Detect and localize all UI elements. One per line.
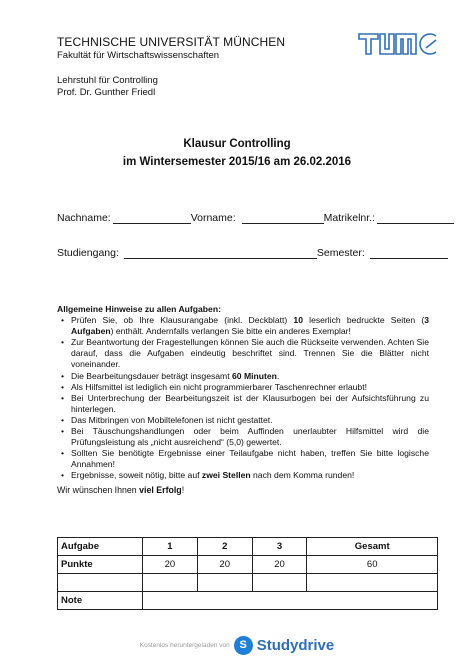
table-cell: 20	[143, 556, 198, 574]
table-row	[58, 592, 438, 610]
list-item: • Ergebnisse, soweit nötig, bitte auf zwei Stellen nach dem Komma runden!	[71, 470, 429, 481]
list-item: • Prüfen Sie, ob Ihre Klausurangabe (inkl. Deckblatt) 10 leserlich bedruckte Seiten (3 Aufgaben) enthält. Andernfalls verlangen Sie bitte ein anderes Exemplar!	[71, 315, 429, 337]
note-field[interactable]	[143, 592, 438, 610]
table-cell[interactable]	[143, 574, 198, 592]
list-item: • Die Bearbeitungsdauer beträgt insgesamt 60 Minuten.	[71, 371, 429, 382]
faculty-name: Fakultät für Wirtschaftswissenschaften	[57, 50, 220, 61]
table-row	[58, 574, 438, 592]
exam-subtitle: im Wintersemester 2015/16 am 26.02.2016	[122, 156, 352, 168]
table-cell[interactable]	[252, 574, 307, 592]
professor-name: Prof. Dr. Gunther Friedl	[57, 87, 156, 98]
download-note: Kostenlos heruntergeladen von	[139, 641, 230, 649]
university-name: TECHNISCHE UNIVERSITÄT MÜNCHEN	[57, 35, 286, 49]
list-item: • Bei Täuschungshandlungen oder beim Auffinden unerlaubter Hilfsmittel wird die Prüfungsleistung als „nicht ausreichend“ (5,0) gewertet.	[71, 426, 429, 448]
table-cell: 1	[143, 538, 198, 556]
table-cell[interactable]	[58, 574, 143, 592]
matrikelnr-field[interactable]	[377, 212, 454, 224]
table-cell: 3	[252, 538, 307, 556]
table-cell: 20	[197, 556, 252, 574]
table-cell: 60	[307, 556, 438, 574]
table-row	[58, 538, 438, 556]
list-item: • Bei Unterbrechung der Bearbeitungszeit ist der Klausurbogen bei der Aufsichtsführung zu hinterlegen.	[71, 393, 429, 415]
exam-title: Klausur Controlling	[183, 138, 291, 150]
chair-name: Lehrstuhl für Controlling	[57, 75, 158, 86]
studydrive-brand[interactable]: Studydrive	[256, 636, 335, 654]
score-table	[57, 537, 438, 610]
good-luck-message: Wir wünschen Ihnen viel Erfolg!	[57, 485, 185, 495]
list-item: • Sollten Sie benötigte Ergebnisse einer Teilaufgabe nicht haben, treffen Sie bitte logische Annahmen!	[71, 448, 429, 470]
semester-label: Semester:	[316, 247, 365, 259]
general-notes	[57, 304, 429, 482]
table-row	[58, 556, 438, 574]
name-row	[57, 212, 454, 224]
notes-heading: Allgemeine Hinweise zu allen Aufgaben:	[57, 304, 221, 314]
footer	[0, 633, 474, 657]
studiengang-field[interactable]	[124, 247, 317, 259]
note-label: Note	[58, 592, 143, 610]
notes-list	[57, 315, 429, 481]
nachname-field[interactable]	[113, 212, 191, 224]
studiengang-row	[57, 247, 448, 259]
list-item: • Das Mitbringen von Mobiltelefonen ist nicht gestattet.	[71, 415, 429, 426]
list-item: • Zur Beantwortung der Fragestellungen können Sie auch die Rückseite verwenden. Achten Sie darauf, dass die Aufgaben eindeutig beschriftet sind. Trennen Sie die Blätter nicht voneinander.	[71, 337, 429, 370]
vorname-field[interactable]	[242, 212, 324, 224]
studydrive-logo-icon: S	[234, 636, 253, 655]
list-item: • Als Hilfsmittel ist lediglich ein nicht programmierbarer Taschenrechner erlaubt!	[71, 382, 429, 393]
table-cell: 20	[252, 556, 307, 574]
nachname-label: Nachname:	[57, 212, 111, 224]
table-cell: Gesamt	[307, 538, 438, 556]
table-cell: Punkte	[58, 556, 143, 574]
table-cell[interactable]	[307, 574, 438, 592]
tum-logo-icon	[358, 32, 438, 56]
vorname-label: Vorname:	[190, 212, 236, 224]
studiengang-label: Studiengang:	[57, 247, 119, 259]
semester-field[interactable]	[370, 247, 448, 259]
table-cell: Aufgabe	[58, 538, 143, 556]
table-cell: 2	[197, 538, 252, 556]
table-cell[interactable]	[197, 574, 252, 592]
matrikelnr-label: Matrikelnr.:	[323, 212, 376, 224]
